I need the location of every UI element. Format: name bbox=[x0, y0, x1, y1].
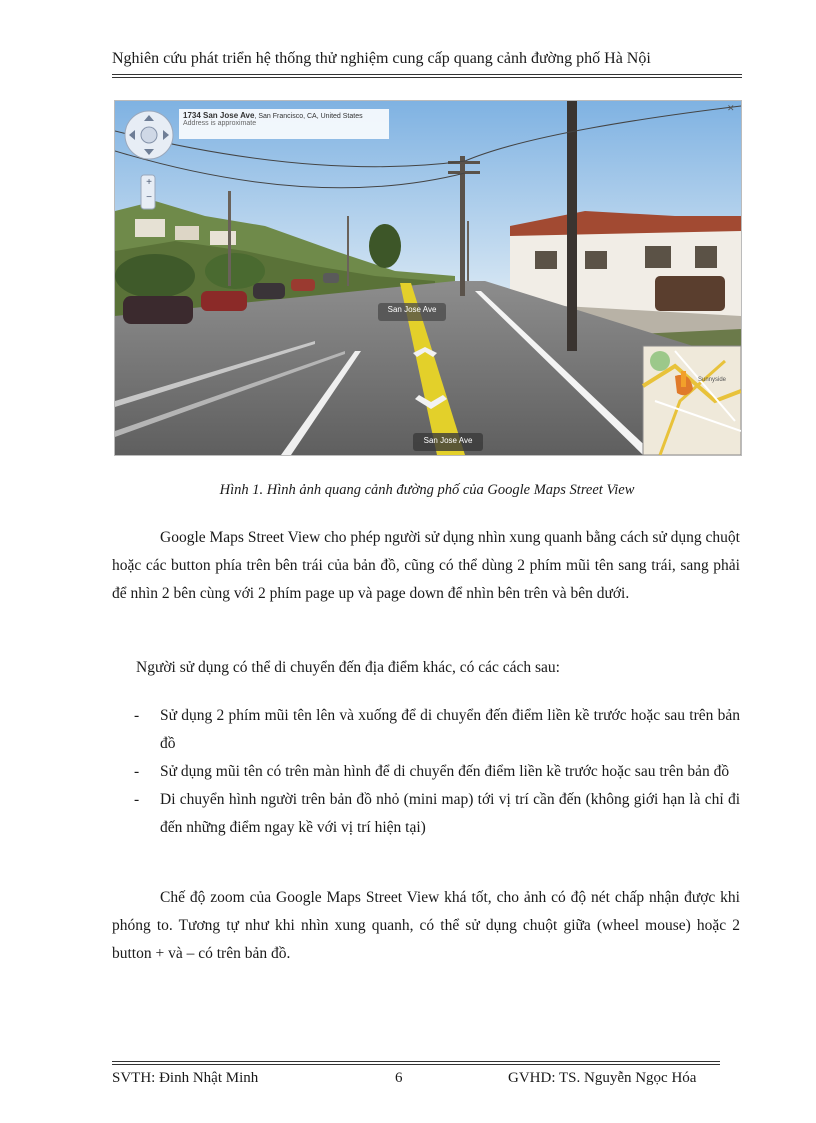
minimap-label: Sunnyside bbox=[698, 377, 727, 383]
footer-student: SVTH: Đinh Nhật Minh bbox=[112, 1070, 259, 1086]
list-item: - Sử dụng mũi tên có trên màn hình để di chuyển đến điểm liền kề trước hoặc sau trên bản đồ bbox=[134, 763, 730, 780]
close-icon[interactable]: ✕ bbox=[727, 103, 735, 113]
page-header-title: Nghiên cứu phát triển hệ thống thử nghiệm cung cấp quang cảnh đường phố Hà Nội bbox=[112, 50, 651, 67]
street-view-scene bbox=[115, 101, 741, 455]
street-label-bottom: San Jose Ave bbox=[423, 436, 473, 445]
header-rule-top bbox=[112, 74, 742, 75]
street-label-center: San Jose Ave bbox=[387, 305, 437, 314]
footer-advisor: GVHD: TS. Nguyễn Ngọc Hóa bbox=[508, 1070, 697, 1086]
header-rule-bottom bbox=[112, 77, 742, 78]
footer-page-number: 6 bbox=[395, 1070, 403, 1086]
navigation-methods-list bbox=[112, 702, 740, 842]
zoom-in-button[interactable]: + bbox=[146, 177, 152, 188]
list-item: - Sử dụng 2 phím mũi tên lên và xuống để di chuyển đến điểm liền kề trước hoặc sau trên bản đồ bbox=[134, 707, 740, 752]
address-title: 1734 San Jose Ave bbox=[183, 111, 255, 120]
footer-rule-top bbox=[112, 1061, 720, 1062]
list-item: - Di chuyển hình người trên bản đồ nhỏ (mini map) tới vị trí cần đến (không giới hạn là chỉ đi đến những điểm ngay kề với vị trí hiện tại) bbox=[134, 791, 740, 836]
figure-caption: Hình 1. Hình ảnh quang cảnh đường phố của Google Maps Street View bbox=[219, 482, 635, 498]
street-view-figure bbox=[114, 100, 742, 456]
paragraph-2: Người sử dụng có thể di chuyển đến địa điểm khác, có các cách sau: bbox=[136, 659, 560, 676]
paragraph-3: Chế độ zoom của Google Maps Street View khá tốt, cho ảnh có độ nét chấp nhận được khi phóng to. Tương tự như khi nhìn xung quanh, có thể sử dụng chuột giữa (wheel mouse) hoặc 2 button + và – có trên bản đồ. bbox=[112, 889, 740, 962]
address-note: Address is approximate bbox=[183, 120, 257, 127]
paragraph-1: Google Maps Street View cho phép người sử dụng nhìn xung quanh bằng cách sử dụng chuột hoặc các button phía trên bên trái của bản đồ, cũng có thể dùng 2 phím mũi tên sang trái, sang phải để nhìn 2 bên cùng với 2 phím page up và page down để nhìn bên trên và bên dưới. bbox=[112, 529, 740, 602]
footer-rule-bottom bbox=[112, 1064, 720, 1065]
address-detail: , San Francisco, CA, United States bbox=[254, 113, 363, 120]
zoom-out-button[interactable]: − bbox=[146, 192, 152, 203]
